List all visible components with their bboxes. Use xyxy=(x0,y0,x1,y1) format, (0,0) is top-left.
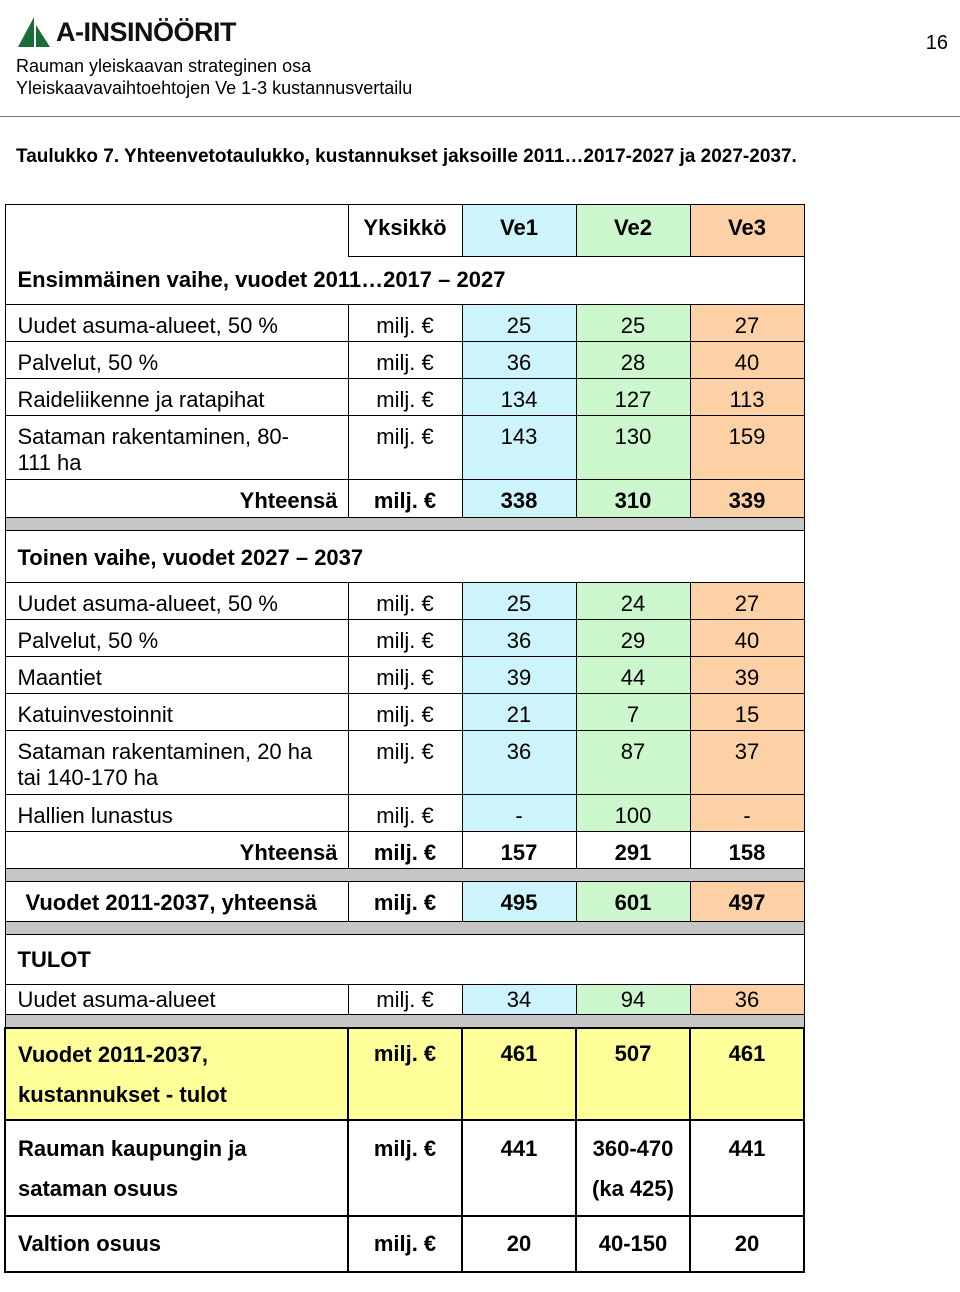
value-ve3: 158 xyxy=(690,832,804,869)
row-unit: milj. € xyxy=(348,379,462,416)
row-unit: milj. € xyxy=(348,620,462,657)
value-ve3: 37 xyxy=(690,731,804,795)
state-share-row xyxy=(5,1216,804,1272)
value-ve2: 25 xyxy=(576,305,690,342)
row-unit: milj. € xyxy=(348,882,462,922)
company-logo xyxy=(16,14,236,50)
section2-title: Toinen vaihe, vuodet 2027 – 2037 xyxy=(5,531,804,583)
separator xyxy=(5,518,804,531)
city-share-row xyxy=(5,1120,804,1216)
value-ve2: 24 xyxy=(576,583,690,620)
value-ve1: 36 xyxy=(462,620,576,657)
document-title: Rauman yleiskaavan strateginen osa xyxy=(16,56,312,76)
value-ve2: 601 xyxy=(576,882,690,922)
row-label: Palvelut, 50 % xyxy=(5,342,348,379)
subtotal-label: Yhteensä xyxy=(5,832,348,869)
row-unit: milj. € xyxy=(348,416,462,480)
value-ve2 xyxy=(576,1120,690,1216)
row-label: Sataman rakentaminen, 80-111 ha xyxy=(5,416,348,480)
value-ve2: 29 xyxy=(576,620,690,657)
section-title-row xyxy=(5,257,804,305)
row-unit: milj. € xyxy=(348,583,462,620)
value-ve1: 39 xyxy=(462,657,576,694)
row-label: Hallien lunastus xyxy=(5,795,348,832)
value-ve2: 127 xyxy=(576,379,690,416)
separator xyxy=(5,922,804,935)
row-unit: milj. € xyxy=(348,985,462,1015)
row-label: Palvelut, 50 % xyxy=(5,620,348,657)
row-unit: milj. € xyxy=(348,832,462,869)
row-unit: milj. € xyxy=(348,305,462,342)
separator-row xyxy=(5,518,804,531)
subtotal-row xyxy=(5,832,804,869)
row-label: Raideliikenne ja ratapihat xyxy=(5,379,348,416)
value-ve1: 25 xyxy=(462,583,576,620)
value-ve1: 36 xyxy=(462,731,576,795)
value-ve3: 113 xyxy=(690,379,804,416)
row-label: Uudet asuma-alueet, 50 % xyxy=(5,583,348,620)
value-ve2: 87 xyxy=(576,731,690,795)
value-ve3: 441 xyxy=(690,1120,804,1216)
value-ve3: 20 xyxy=(690,1216,804,1272)
value-ve3: 36 xyxy=(690,985,804,1015)
value-ve1: - xyxy=(462,795,576,832)
value-ve2: 44 xyxy=(576,657,690,694)
value-ve1: 143 xyxy=(462,416,576,480)
value-ve2: 7 xyxy=(576,694,690,731)
value-ve2: 130 xyxy=(576,416,690,480)
row-unit: milj. € xyxy=(348,480,462,518)
city-share-label-line1: Rauman kaupungin ja xyxy=(18,1136,247,1161)
row-label: Uudet asuma-alueet, 50 % xyxy=(5,305,348,342)
separator-row xyxy=(5,922,804,935)
table-header-row xyxy=(5,205,804,257)
value-ve2-line1: 360-470 xyxy=(592,1136,674,1161)
separator xyxy=(5,869,804,882)
section-title-row xyxy=(5,935,804,985)
header-ve1: Ve1 xyxy=(462,205,576,257)
value-ve2: 310 xyxy=(576,480,690,518)
table-row xyxy=(5,379,804,416)
value-ve1: 25 xyxy=(462,305,576,342)
state-share-label: Valtion osuus xyxy=(5,1216,348,1272)
value-ve1: 495 xyxy=(462,882,576,922)
header-blank xyxy=(5,205,348,257)
document-subtitle: Yleiskaavavaihtoehtojen Ve 1-3 kustannusvertailu xyxy=(16,78,413,98)
grand-total-row xyxy=(5,882,804,922)
income-title: TULOT xyxy=(5,935,804,985)
row-unit: milj. € xyxy=(348,657,462,694)
value-ve1: 20 xyxy=(462,1216,576,1272)
value-ve3: 15 xyxy=(690,694,804,731)
table-row xyxy=(5,731,804,795)
row-label: Uudet asuma-alueet xyxy=(5,985,348,1015)
value-ve1: 34 xyxy=(462,985,576,1015)
value-ve1: 338 xyxy=(462,480,576,518)
page-number: 16 xyxy=(925,32,948,54)
value-ve2: 100 xyxy=(576,795,690,832)
grand-total-label: Vuodet 2011-2037, yhteensä xyxy=(5,882,348,922)
value-ve3: 339 xyxy=(690,480,804,518)
separator xyxy=(5,1015,804,1029)
value-ve1: 157 xyxy=(462,832,576,869)
logo-text: A-INSINÖÖRIT xyxy=(56,16,236,47)
value-ve3: 40 xyxy=(690,342,804,379)
value-ve1: 21 xyxy=(462,694,576,731)
row-unit: milj. € xyxy=(348,342,462,379)
row-unit: milj. € xyxy=(348,795,462,832)
table-row xyxy=(5,795,804,832)
subtotal-label: Yhteensä xyxy=(5,480,348,518)
table-caption: Taulukko 7. Yhteenvetotaulukko, kustannukset jaksoille 2011…2017-2027 ja 2027-2037. xyxy=(16,146,797,167)
table-row xyxy=(5,416,804,480)
row-unit: milj. € xyxy=(348,731,462,795)
row-label: Katuinvestoinnit xyxy=(5,694,348,731)
row-unit: milj. € xyxy=(348,1028,462,1120)
value-ve1: 461 xyxy=(462,1028,576,1120)
section1-title: Ensimmäinen vaihe, vuodet 2011…2017 – 2027 xyxy=(5,257,804,305)
table-row xyxy=(5,342,804,379)
table-row xyxy=(5,985,804,1015)
row-unit: milj. € xyxy=(348,1216,462,1272)
table-row xyxy=(5,657,804,694)
net-cost-label xyxy=(5,1028,348,1120)
value-ve3: 39 xyxy=(690,657,804,694)
value-ve3: 27 xyxy=(690,305,804,342)
value-ve3: 461 xyxy=(690,1028,804,1120)
row-unit: milj. € xyxy=(348,694,462,731)
value-ve3: 27 xyxy=(690,583,804,620)
value-ve1: 441 xyxy=(462,1120,576,1216)
header-ve2: Ve2 xyxy=(576,205,690,257)
logo-mark-icon xyxy=(16,15,52,49)
value-ve3: 40 xyxy=(690,620,804,657)
value-ve1: 134 xyxy=(462,379,576,416)
subtotal-row xyxy=(5,480,804,518)
city-share-label xyxy=(5,1120,348,1216)
separator-row xyxy=(5,869,804,882)
net-cost-label-line2: kustannukset - tulot xyxy=(18,1082,228,1107)
net-cost-row xyxy=(5,1028,804,1120)
row-unit: milj. € xyxy=(348,1120,462,1216)
row-label: Maantiet xyxy=(5,657,348,694)
value-ve2: 507 xyxy=(576,1028,690,1120)
table-row xyxy=(5,583,804,620)
cost-summary-table xyxy=(4,204,805,1273)
value-ve2-line2: (ka 425) xyxy=(592,1176,674,1201)
value-ve2: 40-150 xyxy=(576,1216,690,1272)
value-ve2: 28 xyxy=(576,342,690,379)
header-ve3: Ve3 xyxy=(690,205,804,257)
separator-row xyxy=(5,1015,804,1029)
value-ve1: 36 xyxy=(462,342,576,379)
table-row xyxy=(5,305,804,342)
value-ve3: 159 xyxy=(690,416,804,480)
section-title-row xyxy=(5,531,804,583)
table-row xyxy=(5,694,804,731)
row-label: Sataman rakentaminen, 20 ha tai 140-170 ha xyxy=(5,731,348,795)
header-divider xyxy=(0,116,960,117)
value-ve2: 94 xyxy=(576,985,690,1015)
value-ve3: - xyxy=(690,795,804,832)
value-ve2: 291 xyxy=(576,832,690,869)
value-ve3: 497 xyxy=(690,882,804,922)
net-cost-label-line1: Vuodet 2011-2037, xyxy=(18,1042,208,1067)
header-unit: Yksikkö xyxy=(348,205,462,257)
city-share-label-line2: sataman osuus xyxy=(18,1176,179,1201)
table-row xyxy=(5,620,804,657)
